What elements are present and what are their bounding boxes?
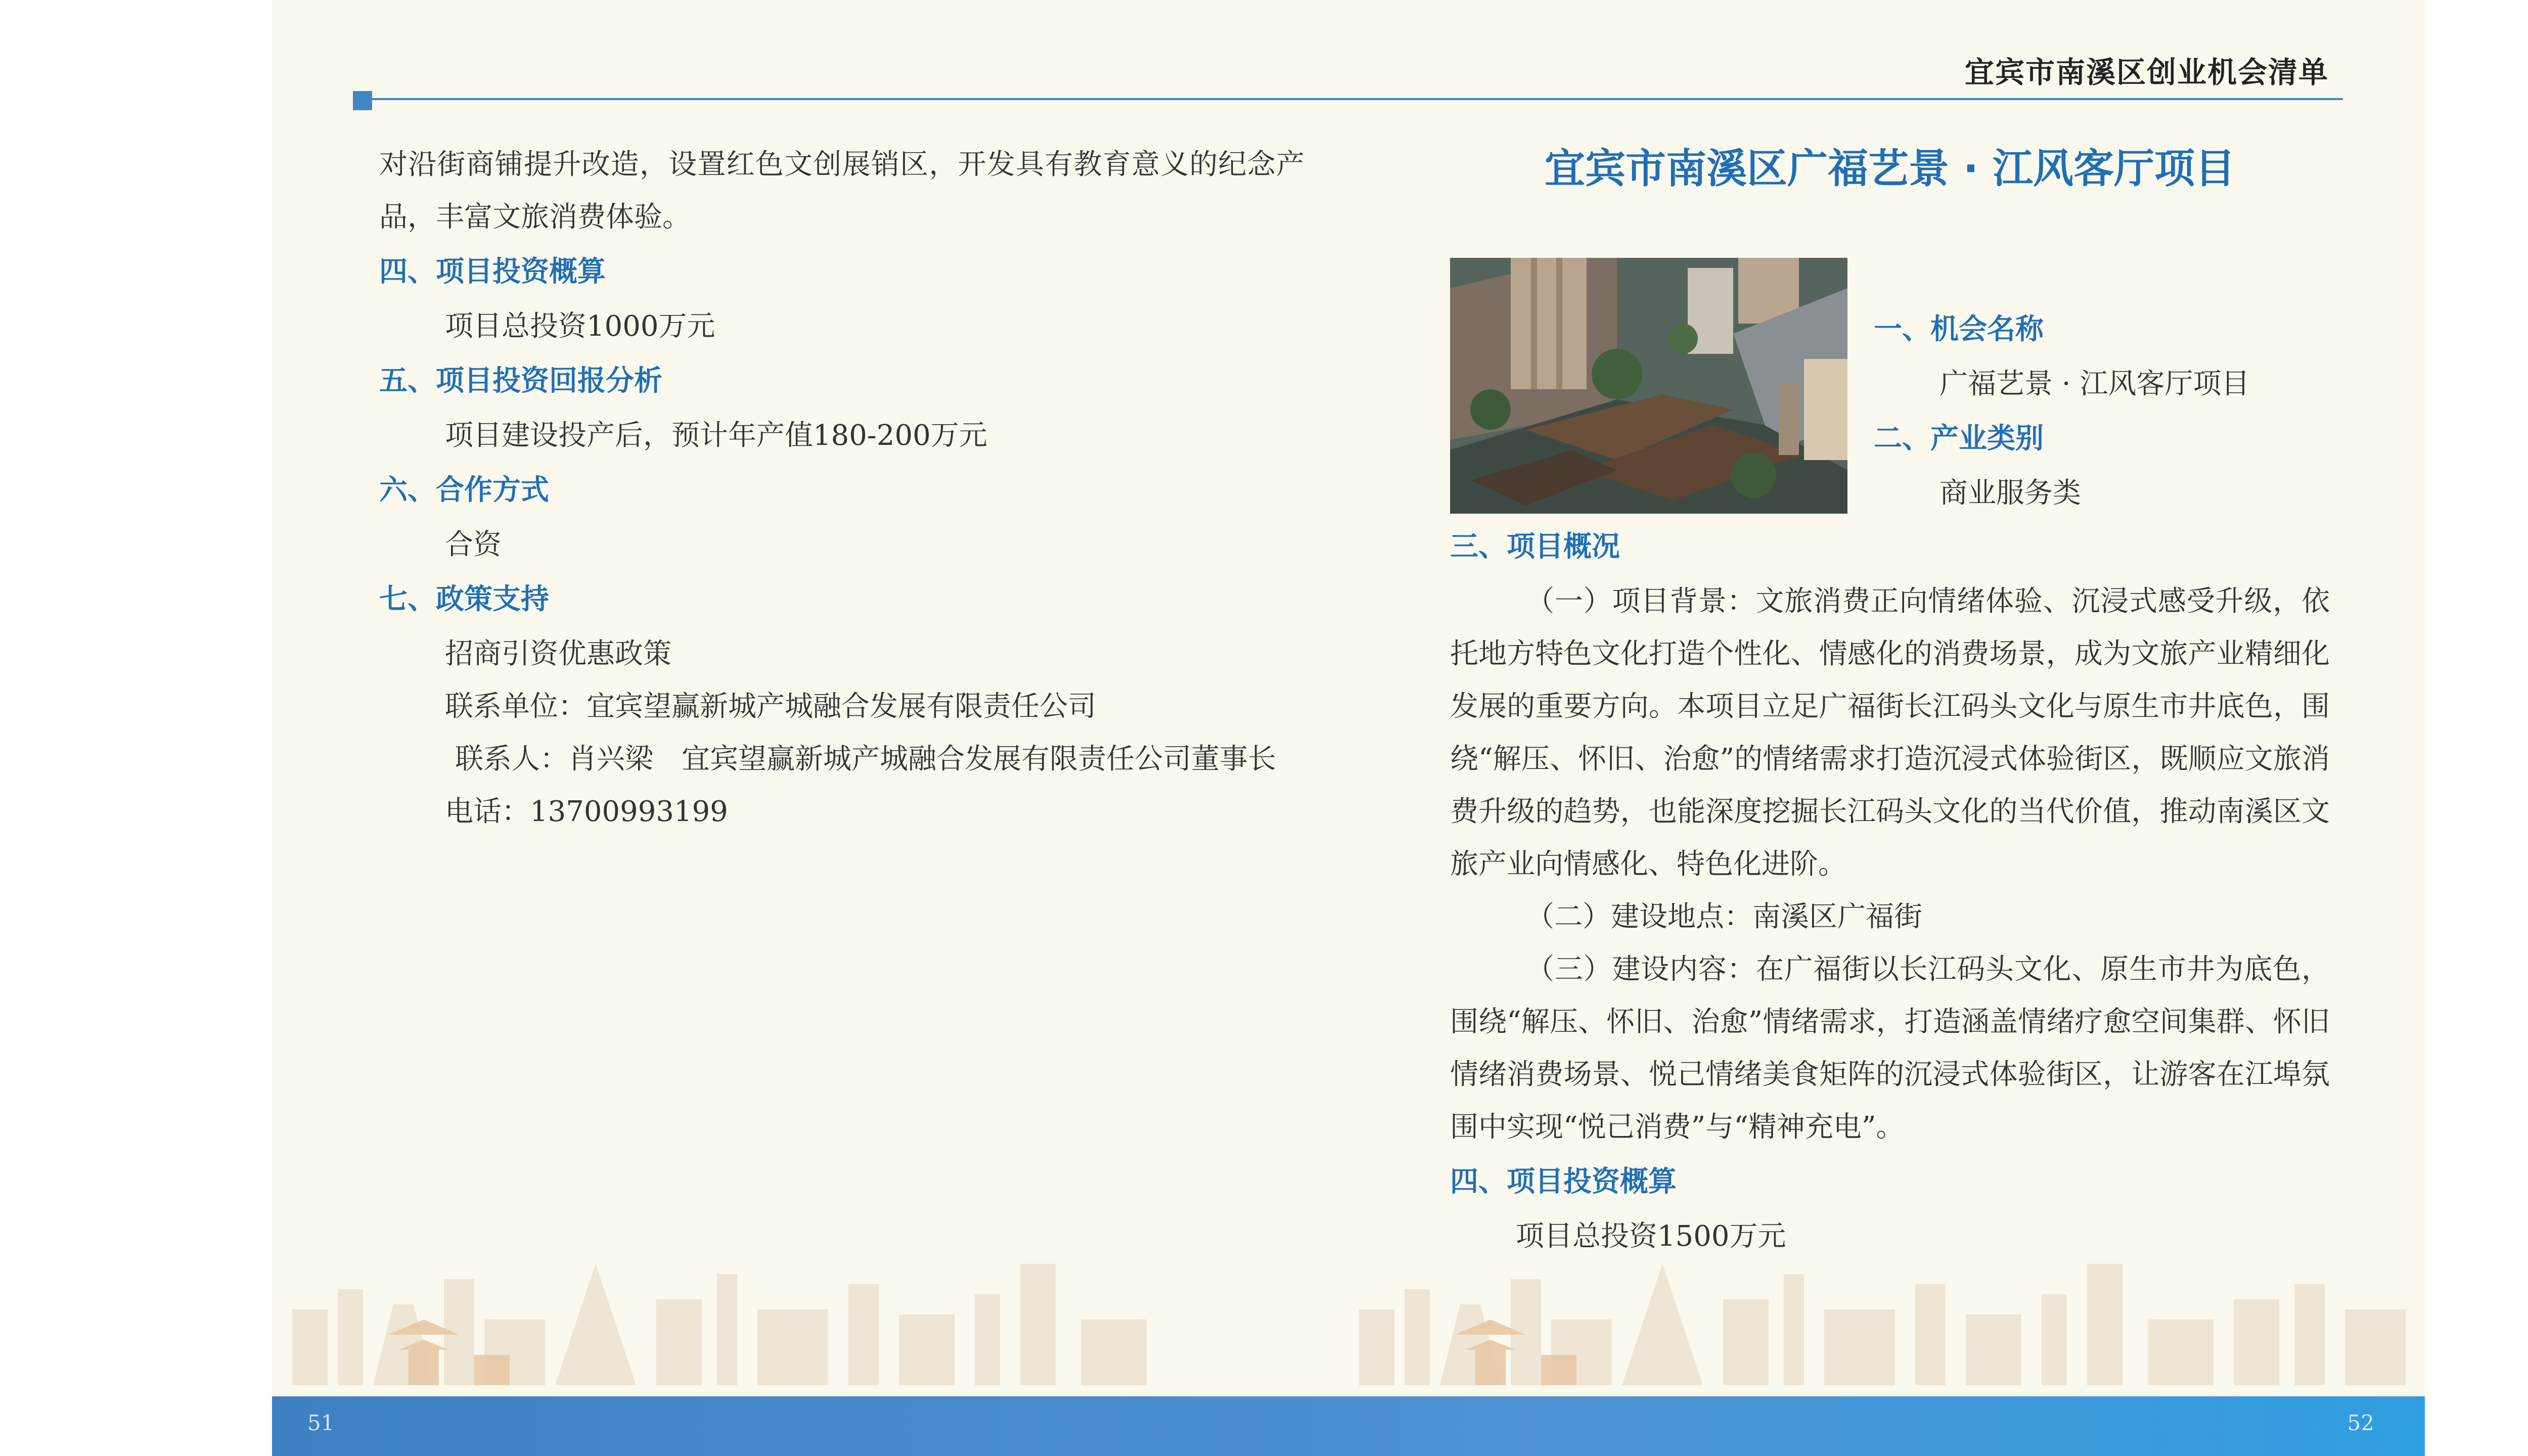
investment-text-right: 项目总投资1500万元 bbox=[1516, 1220, 1786, 1253]
page-number-left: 51 bbox=[307, 1410, 335, 1435]
opportunity-summary bbox=[1847, 258, 2249, 520]
project-title: 宜宾市南溪区广福艺景 · 江风客厅项目 bbox=[1544, 145, 2236, 192]
overview-location: （二）建设地点：南溪区广福街 bbox=[1526, 900, 1922, 933]
skyline-decoration bbox=[272, 1234, 2425, 1385]
aerial-rendering-illustration bbox=[1450, 258, 1847, 514]
section-heading-overview: 三、项目概况 bbox=[1450, 530, 1620, 563]
page-number-right: 52 bbox=[2347, 1410, 2374, 1435]
intro-row bbox=[1450, 258, 2330, 514]
section-heading-industry: 二、产业类别 bbox=[1874, 422, 2044, 455]
left-page-column bbox=[379, 139, 1304, 838]
right-page-column bbox=[1450, 139, 2330, 1263]
return-text: 项目建设投产后，预计年产值180-200万元 bbox=[445, 419, 987, 452]
section-heading-investment: 四、项目投资概算 bbox=[379, 255, 606, 288]
opportunity-name: 广福艺景 · 江风客厅项目 bbox=[1939, 368, 2250, 400]
header-square-marker bbox=[353, 91, 372, 110]
continued-paragraph: 对沿街商铺提升改造，设置红色文创展销区，开发具有教育意义的纪念产品，丰富文旅消费体验。 bbox=[379, 148, 1304, 234]
industry-category: 商业服务类 bbox=[1939, 477, 2081, 510]
footer-bar bbox=[272, 1396, 2425, 1456]
contact-unit: 联系单位：宜宾望赢新城产城融合发展有限责任公司 bbox=[445, 690, 1096, 723]
overview-background: （一）项目背景：文旅消费正向情绪体验、沉浸式感受升级，依托地方特色文化打造个性化、情感化的消费场景，成为文旅产业精细化发展的重要方向。本项目立足广福街长江码头文化与原生市井底色，围绕“解压、怀旧、治愈”的情绪需求打造沉浸式体验街区，既顺应文旅消费升级的趋势，也能深度挖掘长江码头文化的当代价值，推动南溪区文旅产业向情感化、特色化进阶。 bbox=[1450, 585, 2330, 881]
running-title: 宜宾市南溪区创业机会清单 bbox=[1964, 55, 2329, 89]
skyline-illustration bbox=[272, 1234, 2425, 1385]
cooperation-text: 合资 bbox=[445, 528, 502, 561]
section-heading-opportunity: 一、机会名称 bbox=[1874, 313, 2044, 346]
project-aerial-photo bbox=[1450, 258, 1847, 514]
contact-phone: 电话：13700993199 bbox=[445, 795, 728, 828]
brochure-spread bbox=[272, 0, 2425, 1456]
section-heading-investment-right: 四、项目投资概算 bbox=[1450, 1165, 1677, 1198]
header-rule bbox=[353, 98, 2343, 100]
investment-text: 项目总投资1000万元 bbox=[445, 310, 715, 343]
policy-text: 招商引资优惠政策 bbox=[445, 638, 671, 670]
section-heading-return: 五、项目投资回报分析 bbox=[379, 365, 662, 397]
section-heading-policy: 七、政策支持 bbox=[379, 583, 549, 616]
section-heading-cooperation: 六、合作方式 bbox=[379, 474, 549, 507]
overview-content: （三）建设内容：在广福街以长江码头文化、原生市井为底色，围绕“解压、怀旧、治愈”情绪需求，打造涵盖情绪疗愈空间集群、怀旧情绪消费场景、悦己情绪美食矩阵的沉浸式体验街区，让游客在江埠氛围中实现“悦己消费”与“精神充电”。 bbox=[1450, 953, 2330, 1144]
contact-person: 联系人：肖兴梁 宜宾望赢新城产城融合发展有限责任公司董事长 bbox=[455, 743, 1276, 776]
